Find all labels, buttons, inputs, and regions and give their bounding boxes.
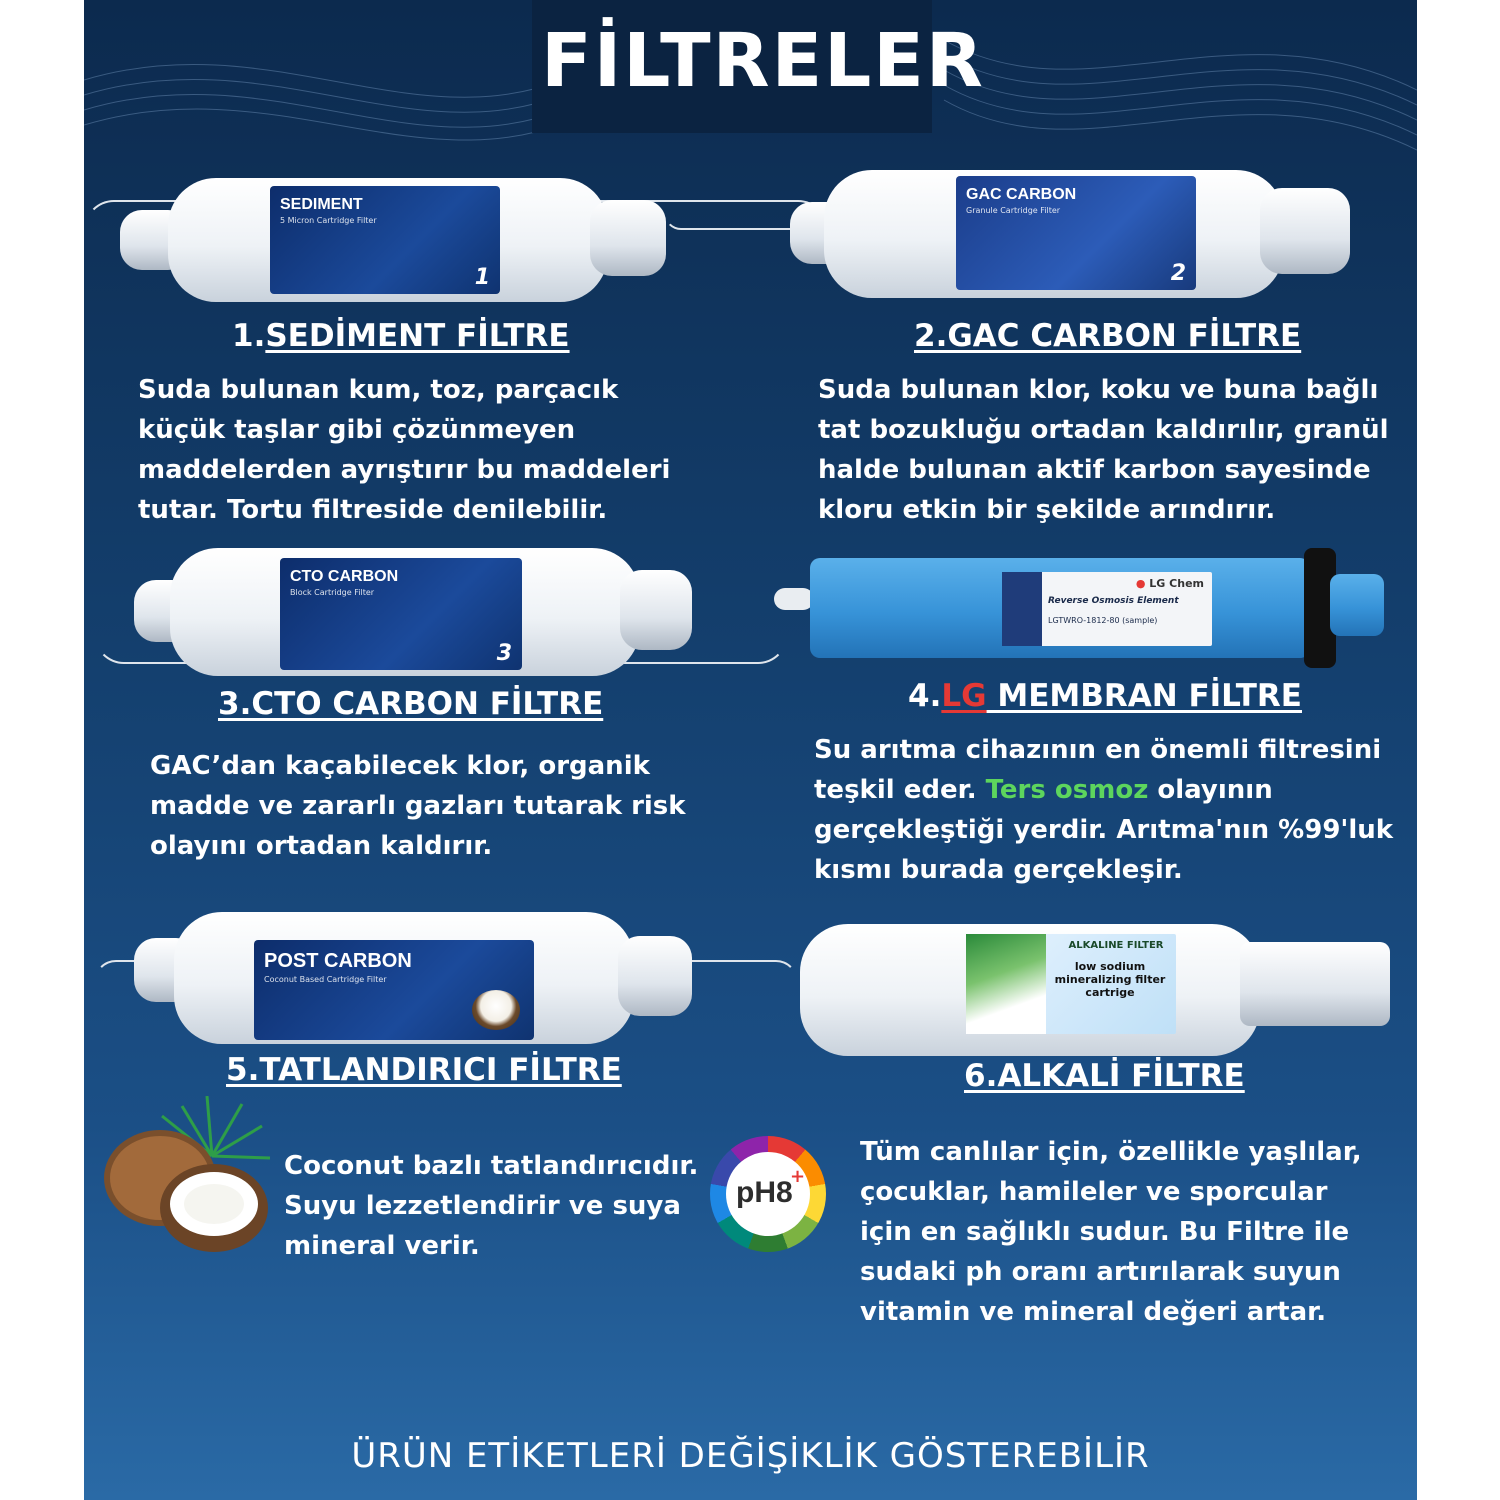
filter-label: CTO CARBON Block Cartridge Filter 3 (280, 558, 522, 670)
gac-carbon-filter-image (790, 166, 1410, 306)
alkaline-filter-image (800, 918, 1417, 1058)
ph8-badge: pH8 + (710, 1136, 826, 1252)
heading-cto-carbon: 3.CTO CARBON FİLTRE (218, 686, 604, 722)
heading-gac-carbon: 2.GAC CARBON FİLTRE (914, 318, 1302, 354)
heading-lg-membrane: 4.LG MEMBRAN FİLTRE (908, 678, 1302, 714)
membrane-label: ● LG Chem Reverse Osmosis Element LGTWRO-1812-80 (sample) (1002, 572, 1212, 646)
filter-label: GAC CARBON Granule Cartridge Filter 2 (956, 176, 1196, 290)
poster (84, 0, 1417, 1500)
sediment-filter-image (120, 172, 680, 312)
coconut-image (102, 1096, 272, 1256)
post-carbon-filter-image (134, 910, 694, 1050)
description-gac-carbon: Suda bulunan klor, koku ve buna bağlı tat bozukluğu ortadan kaldırılır, granül halde bulunan aktif karbon sayesinde kloru etkin bir şekilde arındırır. (818, 375, 1389, 525)
heading-sediment: 1.SEDİMENT FİLTRE (232, 318, 570, 354)
filter-label: SEDIMENT 5 Micron Cartridge Filter 1 (270, 186, 500, 294)
filter-label: ALKALINE FILTER low sodium mineralizing filter cartrige (966, 934, 1176, 1034)
filter-label: POST CARBON Coconut Based Cartridge Filter (254, 940, 534, 1040)
lg-membrane-image (774, 546, 1414, 676)
description-lg-membrane: Su arıtma cihazının en önemli filtresini teşkil eder. Ters osmoz olayının gerçekleştiği yerdir. Arıtma'nın %99'luk kısmı burada gerçekleşir. (814, 735, 1394, 885)
heading-sweetener: 5.TATLANDIRICI FİLTRE (226, 1052, 622, 1088)
heading-alkaline: 6.ALKALİ FİLTRE (964, 1058, 1245, 1094)
description-cto-carbon: GAC’dan kaçabilecek klor, organik madde ve zararlı gazları tutarak risk olayını ortadan kaldırır. (150, 751, 686, 861)
page-title: FİLTRELER (541, 18, 985, 104)
description-sweetener: Coconut bazlı tatlandırıcıdır. Suyu lezzetlendirir ve suya mineral verir. (284, 1151, 699, 1261)
cto-carbon-filter-image (134, 544, 694, 684)
description-sediment: Suda bulunan kum, toz, parçacık küçük taşlar gibi çözünmeyen maddelerden ayrıştırır bu maddeleri tutar. Tortu filtreside denilebilir. (138, 375, 671, 525)
footer-note: ÜRÜN ETİKETLERİ DEĞİŞİKLİK GÖSTEREBİLİR (351, 1436, 1150, 1476)
description-alkaline: Tüm canlılar için, özellikle yaşlılar, çocuklar, hamileler ve sporcular için en sağlıklı sudur. Bu Filtre ile sudaki ph oranı artırılarak suyun vitamin ve mineral değeri artar. (860, 1137, 1362, 1327)
